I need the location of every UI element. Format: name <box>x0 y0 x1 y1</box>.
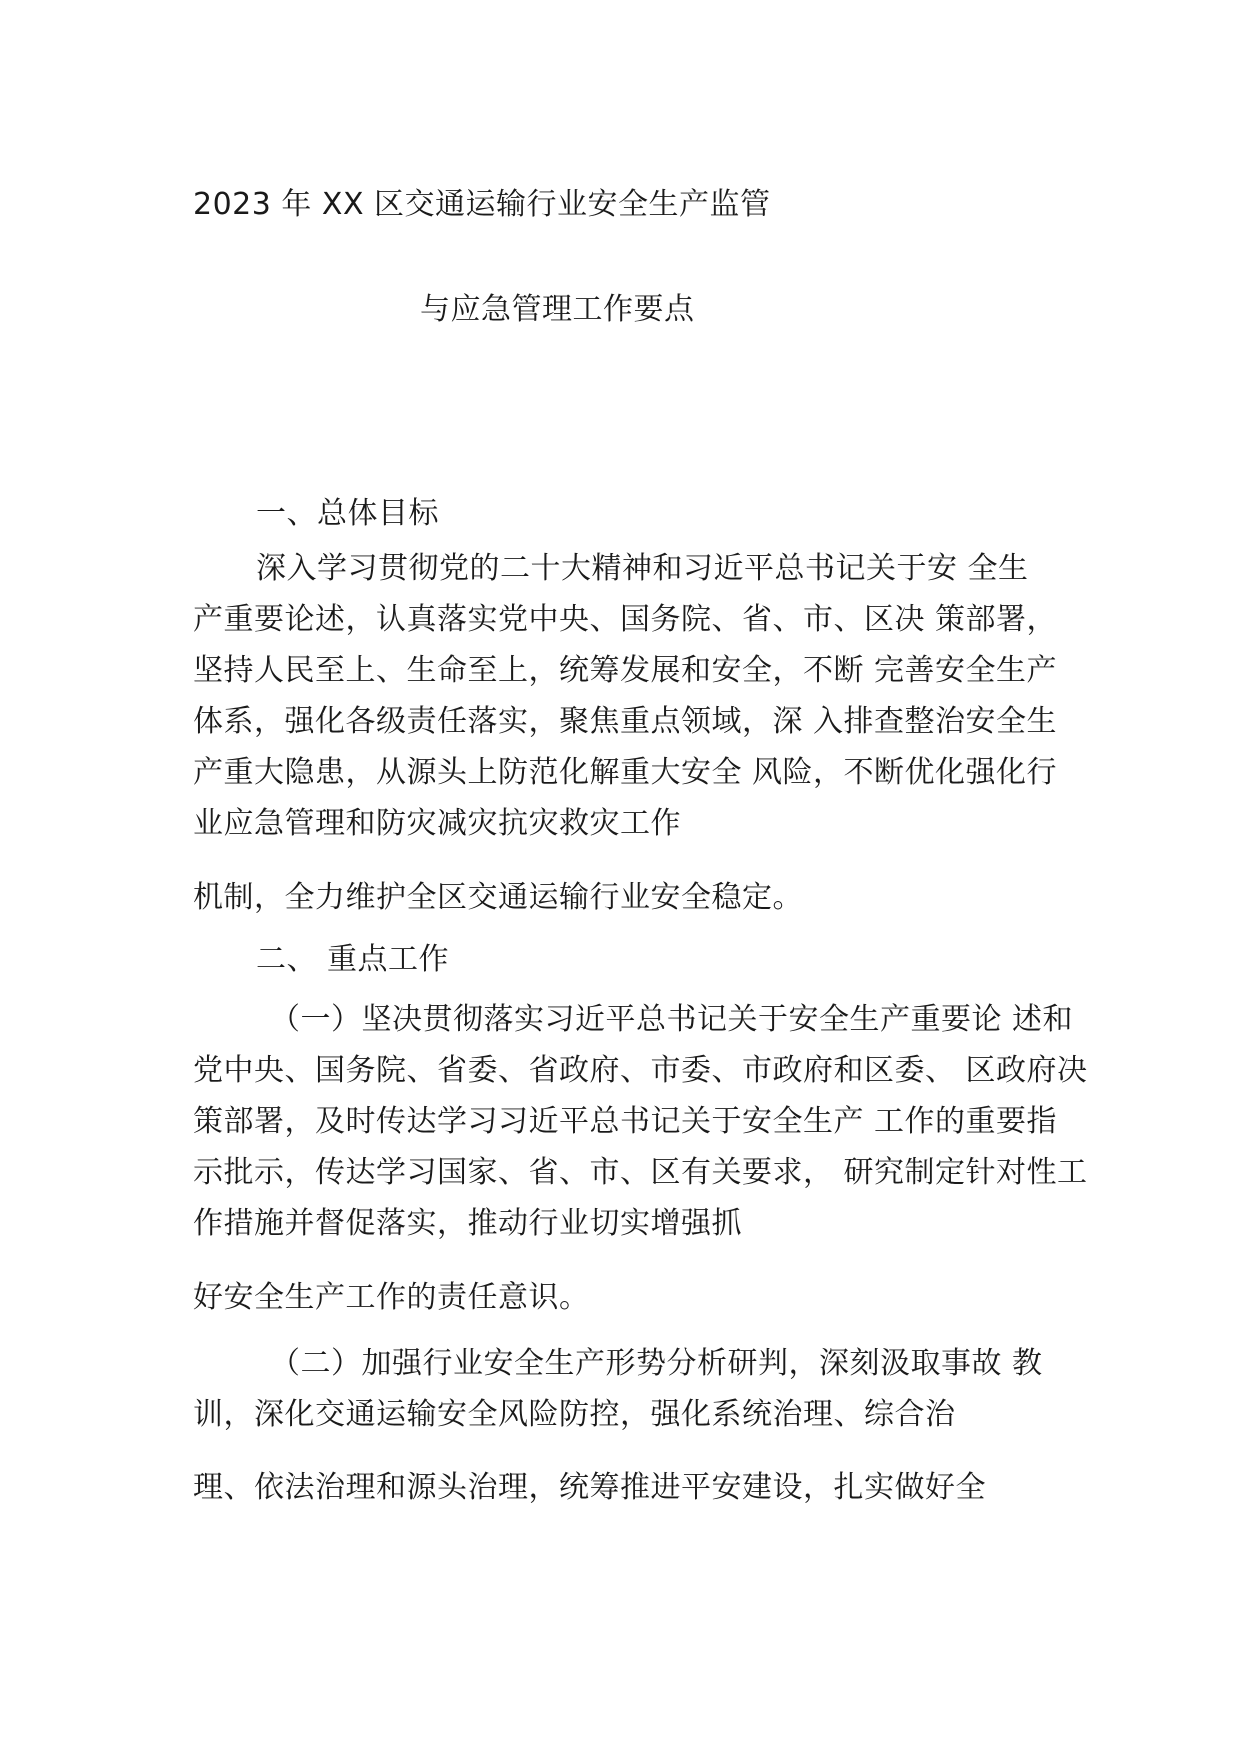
document-title-line-1: 2023 年 XX 区交通运输行业安全生产监管 <box>193 187 771 222</box>
paragraph-line: 党中央、国务院、省委、省政府、市委、市政府和区委、 区政府决 <box>193 1053 1088 1088</box>
section-heading-1: 一、总体目标 <box>256 496 439 531</box>
paragraph-line: 示批示，传达学习国家、省、市、区有关要求， 研究制定针对性工 <box>193 1155 1088 1190</box>
section-heading-2: 二、 重点工作 <box>256 942 450 977</box>
paragraph-line: 坚持人民至上、生命至上，统筹发展和安全，不断 完善安全生产 <box>193 653 1058 688</box>
paragraph-line: 产重要论述，认真落实党中央、国务院、省、市、区决 策部署， <box>193 602 1058 637</box>
paragraph-line: 业应急管理和防灾减灾抗灾救灾工作 <box>193 806 681 841</box>
paragraph-line: 产重大隐患，从源头上防范化解重大安全 风险，不断优化强化行 <box>193 755 1058 790</box>
paragraph-line: 体系，强化各级责任落实，聚焦重点领域，深 入排查整治安全生 <box>193 704 1058 739</box>
paragraph-line: 理、依法治理和源头治理，统筹推进平安建设，扎实做好全 <box>193 1470 986 1505</box>
paragraph-line: （一）坚决贯彻落实习近平总书记关于安全生产重要论 述和 <box>270 1002 1074 1037</box>
paragraph-line: 策部署，及时传达学习习近平总书记关于安全生产 工作的重要指 <box>193 1104 1058 1139</box>
paragraph-line: 训，深化交通运输安全风险防控，强化系统治理、综合治 <box>193 1397 956 1432</box>
paragraph-line: 机制，全力维护全区交通运输行业安全稳定。 <box>193 880 803 915</box>
paragraph-line: （二）加强行业安全生产形势分析研判，深刻汲取事故 教 <box>270 1346 1043 1381</box>
paragraph-line: 深入学习贯彻党的二十大精神和习近平总书记关于安 全生 <box>256 551 1029 586</box>
paragraph-line: 作措施并督促落实，推动行业切实增强抓 <box>193 1206 742 1241</box>
paragraph-line: 好安全生产工作的责任意识。 <box>193 1280 590 1315</box>
document-title-line-2: 与应急管理工作要点 <box>420 292 695 327</box>
